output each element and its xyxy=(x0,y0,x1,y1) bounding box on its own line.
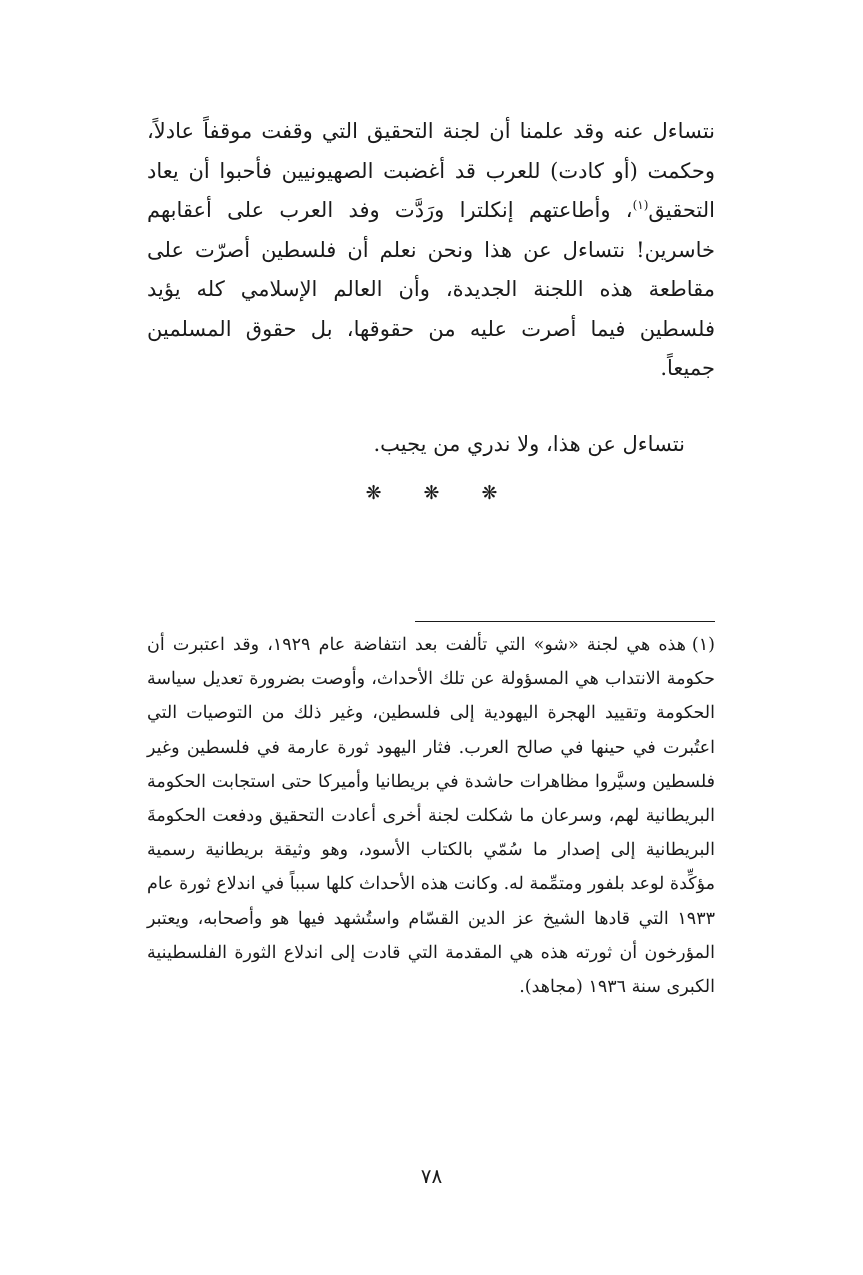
footnote-divider xyxy=(415,621,715,622)
footnote xyxy=(147,628,715,1004)
footnote-reference: (١) xyxy=(632,198,649,212)
main-paragraph xyxy=(147,112,715,389)
section-separator: ❋ ❋ ❋ xyxy=(365,482,516,504)
paragraph-text-part-1: نتساءل عنه وقد علمنا أن لجنة التحقيق التي وقفت موقفاً عادلاً، وحكمت (أو كادت) للعرب قد أغضبت الصهيونيين فأحبوا أن يعاد التحقيق xyxy=(147,119,715,222)
page-number: ٧٨ xyxy=(420,1164,443,1188)
footnote-marker: (١) xyxy=(691,635,715,655)
closing-line: نتساءل عن هذا، ولا ندري من يجيب. xyxy=(373,432,685,456)
footnote-text: هذه هي لجنة «شو» التي تألفت بعد انتفاضة عام ١٩٢٩، وقد اعتبرت أن حكومة الانتداب هي المسؤولة عن تلك الأحداث، وأوصت بضرورة تعديل سياسة الحكومة وتقييد الهجرة اليهودية إلى فلسطين، وغير ذلك من التوصيات التي اعتُبرت في حينها في صالح العرب. فثار اليهود ثورة عارمة في فلسطين وغير فلسطين وسيَّروا مظاهرات حاشدة في بريطانيا وأميركا حتى استجابت الحكومة البريطانية لهم، وسرعان ما شكلت لجنة أخرى أعادت التحقيق ودفعت الحكومةَ البريطانية إلى إصدار ما سُمّي بالكتاب الأسود، وهو وثيقة بريطانية رسمية مؤكِّدة لوعد بلفور ومتمِّمة له. وكانت هذه الأحداث كلها سبباً في اندلاع ثورة عام ١٩٣٣ التي قادها الشيخ عز الدين القسّام واستُشهد فيها هو وأصحابه، ويعتبر المؤرخون أن ثورته هذه هي المقدمة التي قادت إلى اندلاع الثورة الفلسطينية الكبرى سنة ١٩٣٦ (مجاهد). xyxy=(147,635,715,998)
paragraph-text-part-2: ، وأطاعتهم إنكلترا ورَدَّت وفد العرب على أعقابهم خاسرين! نتساءل عن هذا ونحن نعلم أن فلسطين أصرّت على مقاطعة هذه اللجنة الجديدة، وأن العالم الإسلامي كله يؤيد فلسطين فيما أصرت عليه من حقوقها، بل حقوق المسلمين جميعاً. xyxy=(147,198,715,380)
